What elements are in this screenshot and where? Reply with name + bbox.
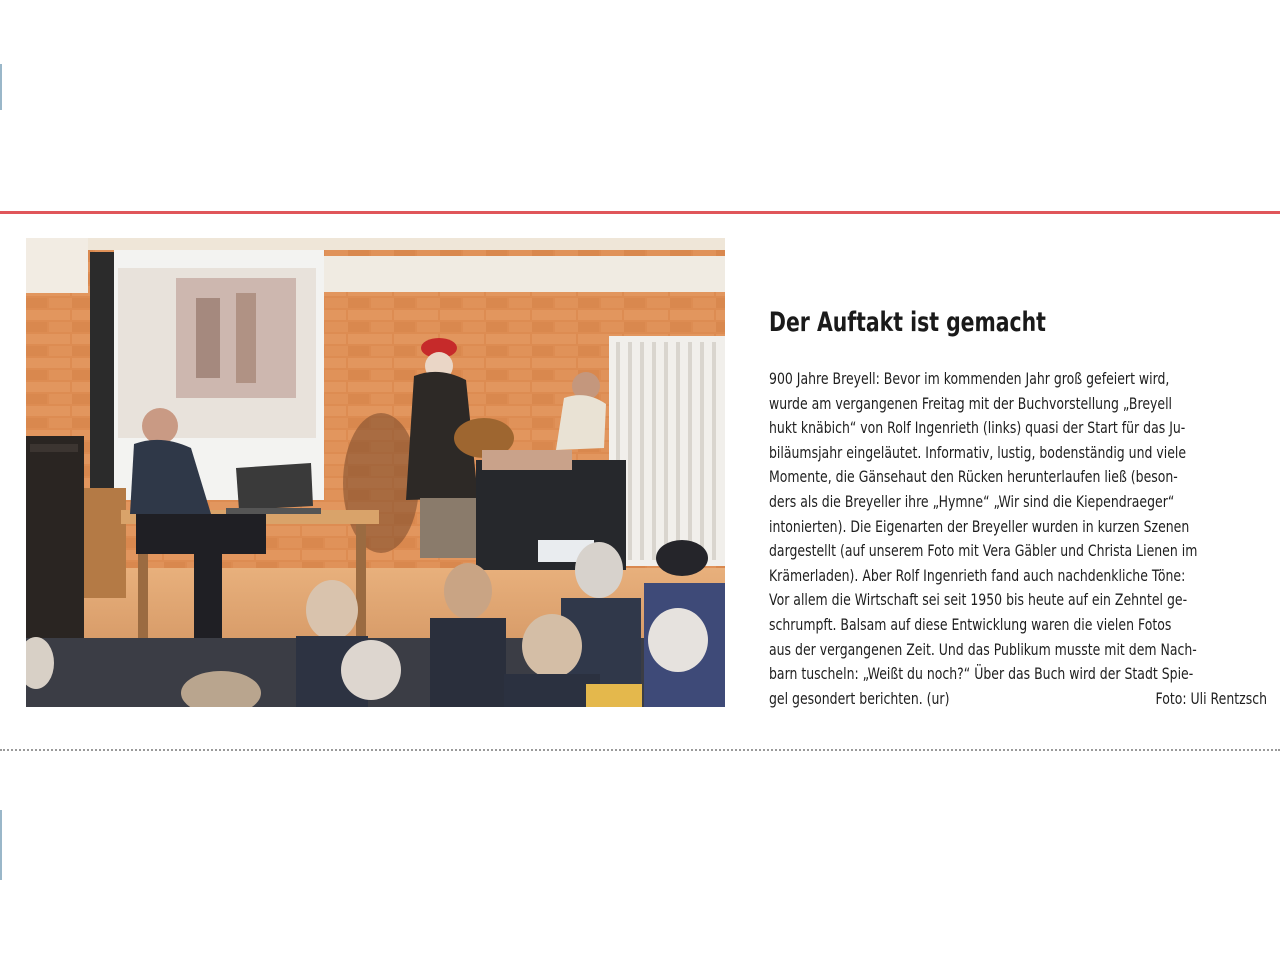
body-line: hukt knäbich“ von Rolf Ingenrieth (links) quasi der Start für das Ju- (769, 418, 1186, 438)
body-line: ders als die Breyeller ihre „Hymne“ „Wir sind die Kiependraeger“ (769, 491, 1175, 511)
left-edge-mark-bottom (0, 810, 2, 880)
section-divider-dotted (0, 749, 1280, 751)
body-line: barn tuscheln: „Weißt du noch?“ Über das Buch wird der Stadt Spie- (769, 664, 1194, 684)
body-line: 900 Jahre Breyell: Bevor im kommenden Jahr groß gefeiert wird, (769, 369, 1170, 388)
body-line: Momente, die Gänsehaut den Rücken herunterlaufen ließ (beson- (769, 467, 1178, 487)
article-body (769, 367, 1267, 711)
body-line-final: gel gesondert berichten. (ur) (769, 688, 950, 708)
body-line: Krämerladen). Aber Rolf Ingenrieth fand auch nachdenkliche Töne: (769, 565, 1186, 585)
body-line: Vor allem die Wirtschaft sei seit 1950 bis heute auf ein Zehntel ge- (769, 590, 1188, 610)
section-divider-red (0, 211, 1280, 214)
body-line: wurde am vergangenen Freitag mit der Buchvorstellung „Breyell (769, 393, 1173, 413)
body-line: dargestellt (auf unserem Foto mit Vera Gäbler und Christa Lienen im (769, 541, 1198, 561)
body-line: schrumpft. Balsam auf diese Entwicklung waren die vielen Fotos (769, 614, 1172, 634)
body-line: biläumsjahr eingeläutet. Informativ, lustig, bodenständig und viele (769, 442, 1187, 462)
body-line: aus der vergangenen Zeit. Und das Publikum musste mit dem Nach- (769, 639, 1197, 659)
body-line: intonierten). Die Eigenarten der Breyeller wurden in kurzen Szenen (769, 516, 1190, 536)
body-last-line (769, 687, 1267, 712)
left-edge-mark-top (0, 64, 2, 110)
article-headline: Der Auftakt ist gemacht (769, 307, 1046, 338)
article-photo (26, 238, 725, 707)
photo-credit: Foto: Uli Rentzsch (1155, 688, 1267, 708)
